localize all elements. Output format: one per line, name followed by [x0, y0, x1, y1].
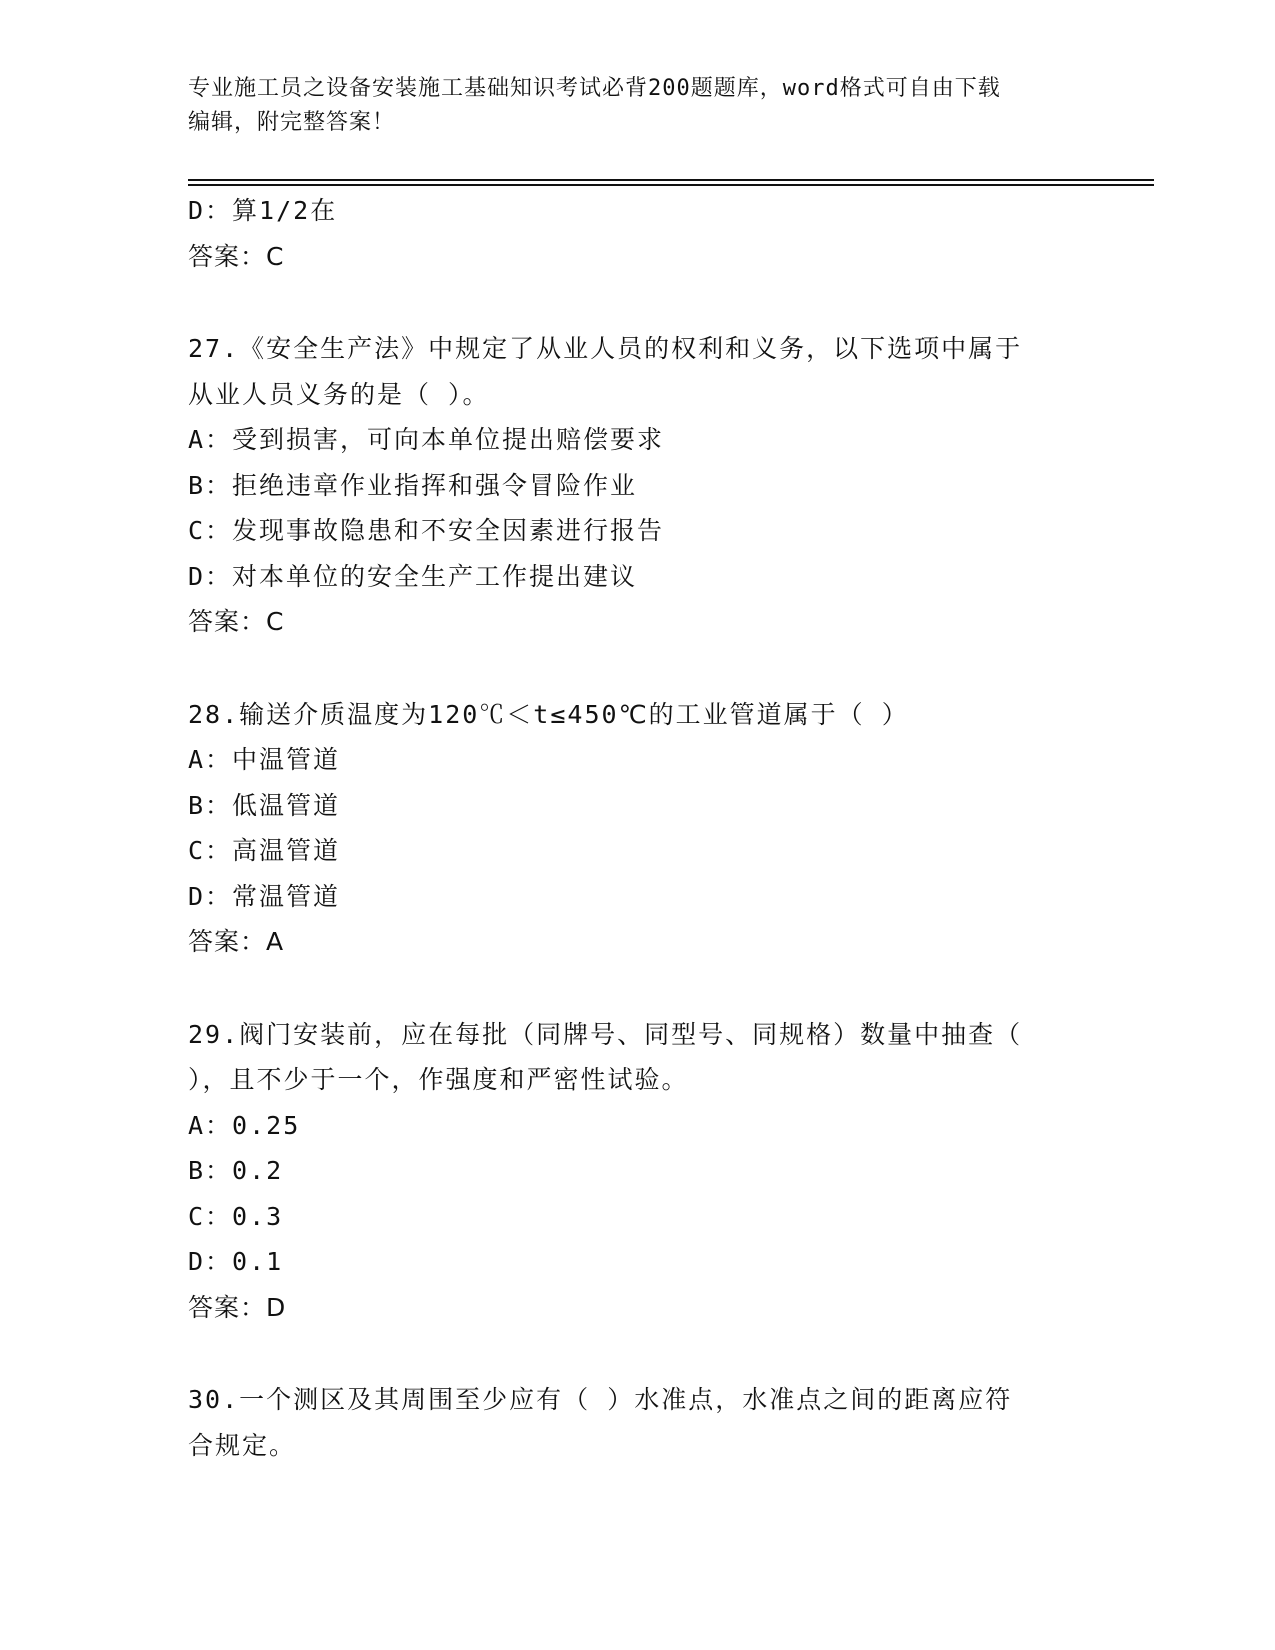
option-b: B：0.2 — [188, 1156, 284, 1185]
question-stem-continued: 从业人员义务的是（ ）。 — [188, 379, 490, 409]
question-30 — [188, 1377, 1088, 1468]
answer: 答案：A — [188, 927, 285, 956]
question-stem: 28.输送介质温度为120℃＜t≤450℃的工业管道属于（ ） — [188, 699, 909, 729]
option-a: A：中温管道 — [188, 745, 341, 774]
question-29 — [188, 1012, 1088, 1331]
option-b: B：低温管道 — [188, 790, 341, 820]
header-divider-top — [188, 179, 1154, 181]
answer: 答案：D — [188, 1292, 287, 1322]
question-list — [188, 188, 1088, 1468]
header-line-2: 编辑，附完整答案！ — [188, 110, 396, 135]
question-27 — [188, 326, 1088, 645]
option-c: C：发现事故隐患和不安全因素进行报告 — [188, 516, 665, 545]
option-d: D：常温管道 — [188, 881, 341, 911]
option-d: D：对本单位的安全生产工作提出建议 — [188, 561, 638, 591]
option-b: B：拒绝违章作业指挥和强令冒险作业 — [188, 470, 638, 500]
option-a: A：0.25 — [188, 1110, 301, 1140]
question-stem-continued: ），且不少于一个，作强度和严密性试验。 — [188, 1065, 689, 1094]
previous-question-tail — [188, 188, 1088, 279]
answer: 答案：C — [188, 607, 285, 636]
question-28 — [188, 692, 1088, 965]
option-c: C：0.3 — [188, 1201, 284, 1231]
header-line-1: 专业施工员之设备安装施工基础知识考试必背200题题库，word格式可自由下载 — [188, 76, 1001, 101]
document-header — [188, 72, 1088, 140]
header-divider-bottom — [188, 184, 1154, 186]
option-c: C：高温管道 — [188, 836, 341, 865]
option-d: D：算1/2在 — [188, 196, 338, 225]
question-stem-continued: 合规定。 — [188, 1430, 297, 1460]
question-stem: 27.《安全生产法》中规定了从业人员的权利和义务，以下选项中属于 — [188, 334, 1023, 363]
question-stem: 30.一个测区及其周围至少应有（ ）水准点，水准点之间的距离应符 — [188, 1385, 1013, 1414]
question-stem: 29.阀门安装前，应在每批（同牌号、同型号、同规格）数量中抽查（ — [188, 1019, 1023, 1049]
option-d: D：0.1 — [188, 1247, 284, 1276]
option-a: A：受到损害，可向本单位提出赔偿要求 — [188, 425, 665, 454]
answer: 答案：C — [188, 241, 285, 271]
